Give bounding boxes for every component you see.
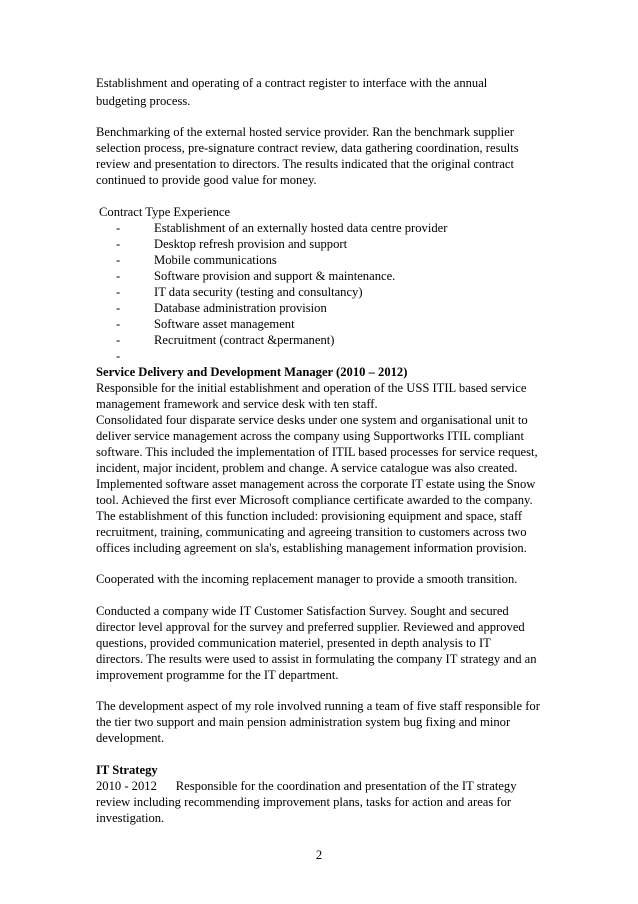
list-item: Database administration provision [154, 301, 327, 315]
benchmark-line: Benchmarking of the external hosted service provider. Ran the benchmark supplier [96, 125, 514, 139]
strategy-line: 2010 - 2012 Responsible for the coordination and presentation of the IT strategy [96, 779, 517, 793]
list-item: Software provision and support & maintenance. [154, 269, 396, 283]
survey-line: improvement programme for the IT department. [96, 668, 339, 682]
sdm-transition-line: Cooperated with the incoming replacement manager to provide a smooth transition. [96, 572, 518, 586]
list-dash: - [116, 317, 121, 331]
benchmark-line: selection process, pre-signature contract review, data gathering coordination, results [96, 141, 519, 155]
survey-line: Conducted a company wide IT Customer Satisfaction Survey. Sought and secured [96, 604, 509, 618]
sdm-line: deliver service management across the company using Supportworks ITIL compliant [96, 429, 524, 443]
section-heading-it-strategy: IT Strategy [96, 763, 158, 777]
sdm-line: recruitment, training, communicating and agreeing transition to customers across two [96, 525, 527, 539]
strategy-line: investigation. [96, 811, 165, 825]
list-item: Desktop refresh provision and support [154, 237, 348, 251]
list-item: Establishment of an externally hosted data centre provider [154, 221, 448, 235]
survey-line: director level approval for the survey and preferred supplier. Reviewed and approved [96, 620, 525, 634]
survey-line: questions, provided communication materiel, presented in depth analysis to IT [96, 636, 491, 650]
list-dash: - [116, 285, 121, 299]
page-number: 2 [315, 848, 323, 862]
benchmark-line: review and presentation to directors. The results indicated that the original contract [96, 157, 515, 171]
list-dash: - [116, 237, 121, 251]
strategy-line: review including recommending improvement plans, tasks for action and areas for [96, 795, 512, 809]
intro-line: Establishment and operating of a contract register to interface with the annual [96, 76, 488, 90]
list-item: Mobile communications [154, 253, 277, 267]
list-dash: - [116, 333, 121, 347]
list-item: IT data security (testing and consultancy) [154, 285, 363, 299]
sdm-line: management framework and service desk with ten staff. [96, 397, 378, 411]
list-item: Software asset management [154, 317, 295, 331]
survey-line: directors. The results were used to assist in formulating the company IT strategy and an [96, 652, 537, 666]
sdm-line: offices including agreement on sla's, establishing management information provision. [96, 541, 527, 555]
sdm-line: incident, major incident, problem and change. A service catalogue was also created. [96, 461, 518, 475]
sdm-line: The establishment of this function included: provisioning equipment and space, staff [96, 509, 523, 523]
development-line: The development aspect of my role involved running a team of five staff responsible for [96, 699, 540, 713]
sdm-line: Consolidated four disparate service desks under one system and organisational unit to [96, 413, 528, 427]
list-dash: - [116, 269, 121, 283]
sdm-line: software. This included the implementation of ITIL based processes for service request, [96, 445, 538, 459]
intro-line: budgeting process. [96, 94, 191, 108]
list-dash: - [116, 253, 121, 267]
list-item: Recruitment (contract &permanent) [154, 333, 335, 347]
contract-type-heading: Contract Type Experience [99, 205, 231, 219]
list-dash: - [116, 221, 121, 235]
sdm-line: Responsible for the initial establishment and operation of the USS ITIL based service [96, 381, 527, 395]
benchmark-line: continued to provide good value for money. [96, 173, 317, 187]
development-line: the tier two support and main pension administration system bug fixing and minor [96, 715, 511, 729]
development-line: development. [96, 731, 165, 745]
sdm-line: Implemented software asset management across the corporate IT estate using the Snow [96, 477, 536, 491]
sdm-line: tool. Achieved the first ever Microsoft compliance certificate awarded to the company. [96, 493, 533, 507]
section-heading-sdm: Service Delivery and Development Manager (2010 – 2012) [96, 365, 408, 379]
list-dash: - [116, 301, 121, 315]
list-dash: - [116, 349, 121, 363]
